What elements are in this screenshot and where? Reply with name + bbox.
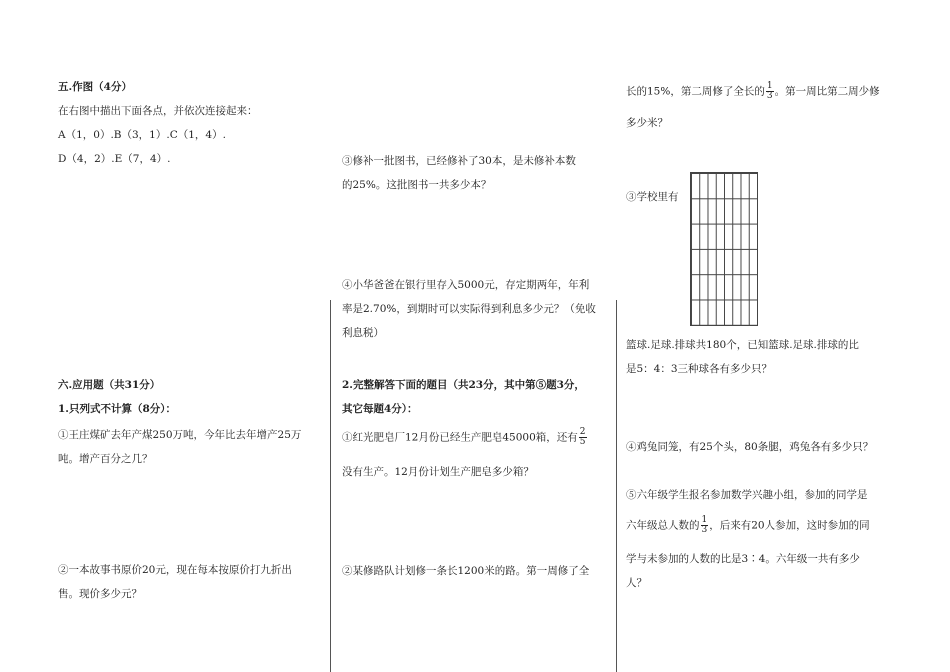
question-4-line-3: 利息税） — [342, 327, 384, 339]
question-2-line-1: ②一本故事书原价20元，现在每本按原价打九折出 — [58, 564, 292, 576]
section-6-sub-1: 1.只列式不计算（8分）： — [58, 403, 177, 415]
problem-2-continuation-line-2: 多少米？ — [626, 117, 668, 129]
section-6-title: 六.应用题（共31分） — [58, 379, 161, 391]
coordinate-grid — [690, 172, 758, 326]
question-4-line-2: 率是2.70%，到期时可以实际得到利息多少元？（免收 — [342, 303, 596, 315]
question-1-line-2: 吨。增产百分之几？ — [58, 453, 153, 465]
column-divider-left — [330, 300, 331, 672]
section-5-title: 五.作图（4分） — [58, 81, 132, 93]
section-5-instruction: 在右图中描出下面各点，并依次连接起来： — [58, 105, 258, 117]
fraction-one-third: $\frac{1}{3}$ — [701, 515, 708, 535]
problem-1-text: ①红光肥皂厂12月份已经生产肥皂45000箱，还有 — [342, 431, 578, 444]
problem-2-text-a: 长的15%，第二周修了全长的 — [626, 85, 765, 98]
question-4-line-1: ④小华爸爸在银行里存入5000元，存定期两年，年利 — [342, 279, 590, 291]
fraction-two-fifths: $\frac{2}{5}$ — [579, 427, 586, 447]
problem-5-text-b: ，后来有20人参加，这时参加的同 — [709, 519, 870, 532]
column-divider-right — [616, 300, 617, 672]
problem-3-label: ③学校里有 — [626, 191, 679, 203]
problem-3-line-2: 篮球.足球.排球共180个，已知篮球.足球.排球的比 — [626, 339, 859, 351]
fraction-one-third: $\frac{1}{3}$ — [766, 81, 773, 101]
problem-5-line-3: 学与未参加的人数的比是3∶4。六年级一共有多少 — [626, 553, 860, 565]
problem-5-line-1: ⑤六年级学生报名参加数学兴趣小组，参加的同学是 — [626, 489, 868, 501]
problem-1-line-1 — [342, 428, 588, 447]
question-3-line-1: ③修补一批图书，已经修补了30本，是未修补本数 — [342, 155, 576, 167]
problem-2-text-b: 。第一周比第二周少修 — [774, 85, 880, 98]
problem-5-line-2 — [626, 516, 870, 535]
section-6-sub-2-line-1: 2.完整解答下面的题目（共23分，其中第⑤题3分， — [342, 379, 585, 391]
section-6-sub-2-line-2: 其它每题4分）： — [342, 403, 418, 415]
problem-5-line-4: 人？ — [626, 577, 647, 589]
problem-4-line-1: ④鸡兔同笼，有25个头，80条腿，鸡兔各有多少只？ — [626, 441, 874, 453]
problem-1-line-2: 没有生产。12月份计划生产肥皂多少箱？ — [342, 466, 534, 478]
problem-2-continuation-line-1 — [626, 82, 880, 101]
section-5-points-line-1: A（1，0）.B（3，1）.C（1，4）. — [58, 129, 226, 141]
problem-2-line-1: ②某修路队计划修一条长1200米的路。第一周修了全 — [342, 565, 590, 577]
section-5-points-line-2: D（4，2）.E（7，4）. — [58, 153, 171, 165]
problem-3-line-3: 是5：4：3三种球各有多少只？ — [626, 363, 773, 375]
problem-5-text-a: 六年级总人数的 — [626, 519, 700, 532]
question-1-line-1: ①王庄煤矿去年产煤250万吨，今年比去年增产25万 — [58, 429, 302, 441]
question-2-line-2: 售。现价多少元？ — [58, 588, 142, 600]
question-3-line-2: 的25%。这批图书一共多少本？ — [342, 179, 492, 191]
